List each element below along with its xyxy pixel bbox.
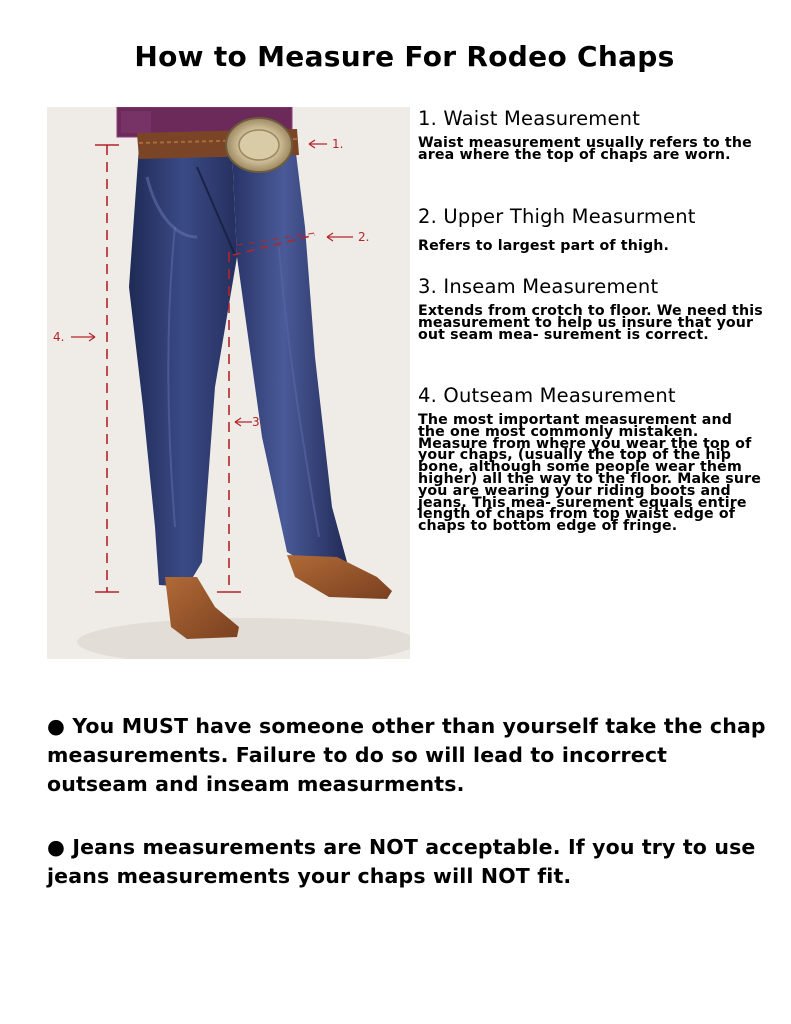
outseam-heading: 4. Outseam Measurement <box>418 384 676 407</box>
inseam-text: Extends from crotch to floor. We need this measurement to help us insure that your out seam mea- surement is correct. <box>418 303 763 343</box>
note-jeans-not-acceptable: ● Jeans measurements are NOT acceptable. If you try to use jeans measurements your chaps will NOT fit. <box>47 835 756 888</box>
note-someone-else: ● You MUST have someone other than yourself take the chap measurements. Failure to do so will lead to incorrect outseam and inseam measurments. <box>47 714 766 796</box>
outseam-text: The most important measurement and the one most commonly mistaken. Measure from where you wear the top of your chaps, (usually the top of the hip bone, although some people wear them higher) all the way to the floor. Make sure you are wearing your riding boots and jeans. This mea- surement equals entire length of chaps from top waist edge of chaps to bottom edge of fringe. <box>418 412 762 535</box>
page-title: How to Measure For Rodeo Chaps <box>134 40 675 73</box>
inseam-heading: 3. Inseam Measurement <box>418 275 659 298</box>
outseam-section <box>418 384 763 533</box>
jeans-illustration <box>47 107 410 659</box>
inseam-section <box>418 275 763 341</box>
upper-thigh-text: Refers to largest part of thigh. <box>418 238 670 254</box>
marker-3-label: 3. <box>252 415 264 429</box>
marker-1-label: 1. <box>332 137 344 151</box>
waist-text: Waist measurement usually refers to the area where the top of chaps are worn. <box>418 135 752 163</box>
upper-thigh-section <box>418 205 763 254</box>
jeans-photo <box>47 107 410 659</box>
marker-4-label: 4. <box>53 330 65 344</box>
waist-section <box>418 107 763 162</box>
marker-2-label: 2. <box>358 230 370 244</box>
waist-heading: 1. Waist Measurement <box>418 107 641 130</box>
upper-thigh-heading: 2. Upper Thigh Measurment <box>418 205 696 228</box>
